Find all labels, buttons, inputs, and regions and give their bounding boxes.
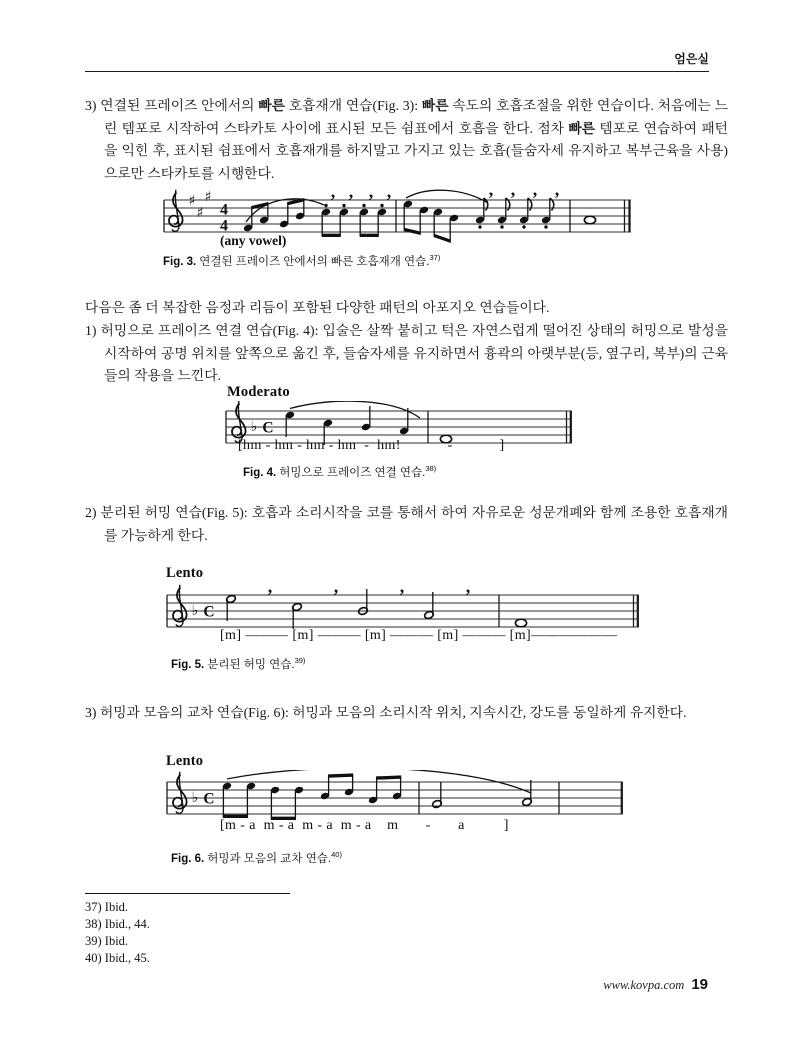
- whole-note: [515, 619, 526, 627]
- paragraph-3-text: 템포로 연습하여 패턴을 익힌 후, 표시된 쉼표에서 호흡재개를 하지말고 가지고 있는 호흡(들숨자세 유지하고 복부근육을 사용)으로만 스타카토를 시행한다.: [104, 120, 728, 181]
- treble-clef-icon: [169, 190, 183, 232]
- tempo-label: Lento: [166, 565, 204, 581]
- paragraph-item-3: 3) 허밍과 모음의 교차 연습(Fig. 6): 허밍과 모음의 소리시작 위치, 지속시간, 강도를 동일하게 유지한다.: [85, 705, 687, 720]
- footnote-ref: 37): [429, 253, 441, 263]
- caption-text: 허밍으로 프레이즈 연결 연습.: [279, 467, 426, 479]
- breath-mark: ,: [465, 583, 471, 596]
- paragraph-item-1: 1) 허밍으로 프레이즈 연결 연습(Fig. 4): 입술은 살짝 붙히고 턱은 자연스럽게 떨어진 상태의 허밍으로 발성을 시작하여 공명 위치를 앞쪽으로 옮긴 후, 들숨자세를 유지하면서 흉곽의 아랫부분(등, 옆구리, 복부)의 근육들의 작용을 느낀다.: [85, 323, 728, 383]
- caption-label: Fig. 6.: [171, 853, 205, 865]
- figure-6-caption: [171, 850, 342, 866]
- flat-icon: ♭: [250, 419, 258, 435]
- breath-mark: ,: [333, 583, 339, 596]
- svg-text:4: 4: [220, 201, 228, 219]
- figure-4-caption: [243, 464, 436, 480]
- footer-site-url: www.kovpa.com: [603, 978, 685, 992]
- breath-mark: ,: [330, 186, 336, 201]
- breath-mark: ,: [368, 186, 374, 201]
- slur: [406, 190, 488, 203]
- paragraph-3: [85, 95, 728, 185]
- footnote-ref: 39): [294, 656, 306, 666]
- flat-icon: ♭: [191, 603, 199, 619]
- slur: [290, 401, 420, 418]
- notes: [222, 773, 402, 820]
- figure-6: [163, 753, 643, 868]
- caption-label: Fig. 3.: [163, 256, 197, 268]
- breath-mark: ,: [399, 583, 405, 596]
- footnote-rule: [85, 893, 290, 894]
- paragraph-3-text: 속도의 호흡조절을 위한 연습이다. 처음에는 느린 템포로 시작하여 스타카토 사이에 표시된 모든 쉼표에서 호흡을 한다. 점차: [104, 98, 729, 136]
- sharp-icon: ♯: [204, 189, 212, 205]
- footer-page-number: 19: [691, 976, 708, 993]
- notes-measure-1: [243, 186, 391, 237]
- breath-mark: ,: [488, 186, 494, 199]
- breath-mark: ,: [386, 186, 392, 201]
- figure-5: [163, 565, 643, 675]
- figure-5-lyrics: [m] ――― [m] ――― [m] ――― [m] ――― [m]――――――: [220, 628, 618, 643]
- figure-4-lyrics: [hm - hm - hm - hm - hm! - ]: [238, 438, 505, 453]
- footnote-item: 39) Ibid.: [85, 934, 129, 948]
- notes-measure-2: [403, 186, 559, 243]
- common-time: C: [203, 790, 215, 808]
- paragraph-3-text: 3) 연결된 프레이즈 안에서의: [85, 98, 259, 113]
- caption-label: Fig. 5.: [171, 659, 205, 671]
- figure-3-sublabel: (any vowel): [220, 233, 287, 248]
- common-time: C: [203, 603, 215, 621]
- page-footer: [603, 976, 708, 994]
- caption-text: 연결된 프레이즈 안에서의 빠른 호흡재개 연습.: [199, 256, 430, 268]
- treble-clef-icon: [232, 401, 246, 442]
- header-author: 엄은실: [674, 52, 709, 66]
- page-header: [85, 50, 709, 68]
- paragraph-3-text: 호흡재개 연습(Fig. 3):: [284, 98, 422, 113]
- staff-lines: [164, 200, 631, 232]
- breath-mark: ,: [348, 186, 354, 201]
- breath-mark: ,: [510, 186, 516, 199]
- paragraph-3-bold: 빠른: [421, 98, 449, 113]
- caption-text: 분리된 허밍 연습.: [207, 659, 295, 671]
- slur: [246, 199, 324, 222]
- common-time: C: [262, 419, 274, 437]
- figure-4: [222, 384, 582, 489]
- caption-label: Fig. 4.: [243, 467, 277, 479]
- sharp-icon: ♯: [196, 205, 204, 221]
- tempo-label: Moderato: [227, 384, 290, 400]
- breath-mark: ,: [554, 186, 560, 199]
- figure-6-lyrics: [m - a m - a m - a m - a m - a ]: [220, 818, 509, 833]
- whole-note: [584, 216, 595, 224]
- figure-5-caption: [171, 656, 305, 672]
- time-signature: [220, 202, 228, 235]
- breath-mark: ,: [267, 583, 273, 596]
- notes: [226, 583, 471, 629]
- breath-mark: ,: [532, 186, 538, 199]
- figure-6-music-staff: [163, 770, 641, 822]
- caption-text: 허밍과 모음의 교차 연습.: [207, 853, 332, 865]
- paragraph-3-bold: 빠른: [568, 120, 596, 136]
- tempo-label: Lento: [166, 753, 204, 769]
- flat-icon: ♭: [191, 790, 199, 806]
- paragraph-item-2: 2) 분리된 허밍 연습(Fig. 5): 호흡과 소리시작을 코를 통해서 하여 자유로운 성문개폐와 함께 조용한 호흡재개를 가능하게 한다.: [85, 505, 728, 543]
- staff-lines: [167, 595, 639, 627]
- footnote-item: 37) Ibid.: [85, 900, 129, 914]
- svg-text:4: 4: [220, 217, 228, 235]
- paragraph-3-bold: 빠른: [258, 98, 285, 113]
- footnote-ref: 38): [425, 464, 437, 474]
- footnote-item: 40) Ibid., 45.: [85, 951, 150, 965]
- paragraph-intro: 다음은 좀 더 복잡한 음정과 리듬이 포함된 다양한 패턴의 아포지오 연습들이다.: [85, 300, 550, 315]
- footnotes: [85, 899, 150, 967]
- header-rule: [85, 71, 709, 72]
- footnote-ref: 40): [331, 850, 342, 860]
- footnote-item: 38) Ibid., 44.: [85, 917, 150, 931]
- figure-3: [158, 178, 640, 278]
- treble-clef-icon: [173, 585, 187, 627]
- sharp-icon: ♯: [188, 193, 196, 209]
- treble-clef-icon: [173, 772, 187, 814]
- figure-3-caption: [163, 253, 440, 269]
